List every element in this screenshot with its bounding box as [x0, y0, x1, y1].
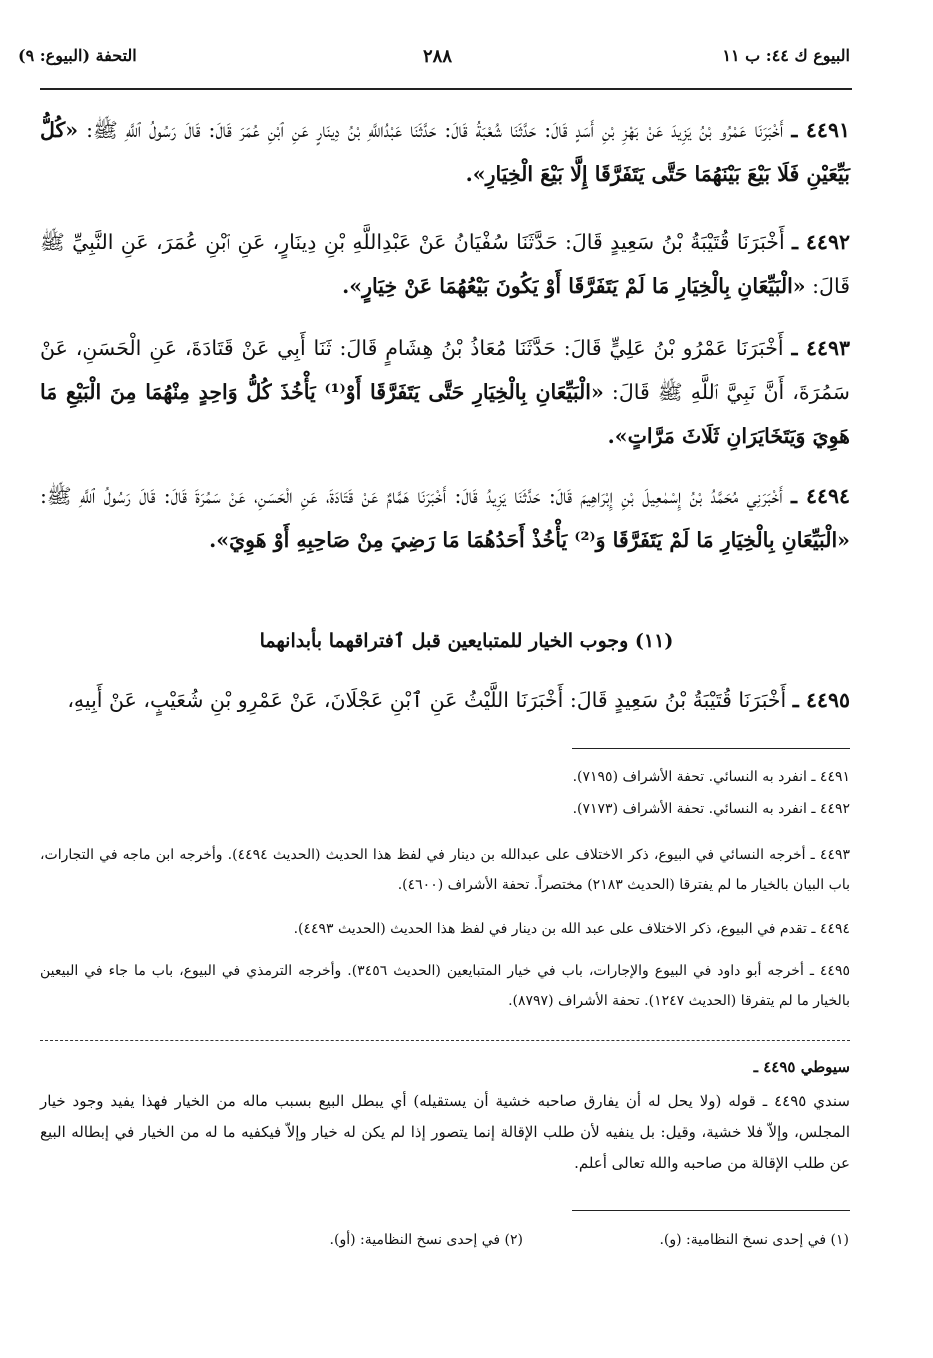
- hadith-chain: أَخْبَرَنَا عَمْرُو بْنُ عَلِيٍّ قَالَ: حَدَّثَنَا مُعَاذُ بْنُ هِشَامٍ قَالَ: ثَنَا أَبِي عَنْ قَتَادَةَ، عَنِ الْحَسَنِ، عَنْ سَمُرَةَ، أَنَّ نَبِيَّ ٱللَّهِ ﷺ قَالَ:: [40, 336, 850, 404]
- version-notes-rule: [572, 1210, 850, 1211]
- sindi-commentary: سندي ٤٤٩٥ ـ قوله (ولا يحل له أن يفارق صاحبه خشية أن يستقيله) أي يبطل البيع بسبب ماله من الخيار فهذا يفيد وجود خيار المجلس، وإلاّ فلا خشية، وقيل: بل ينفيه لأن طلب الإقالة إنما يتصور إذا لم يكن له خيار وإلاّ فيكفيه ما له من الخيار في إبطاله البيع عن طلب الإقالة من صاحبه والله تعالى أعلم.: [40, 1092, 851, 1172]
- hadith-4493: [40, 326, 850, 458]
- header-tuhfa-ref: التحفة (البيوع: ٩): [18, 46, 137, 65]
- footnote-rule: [572, 748, 850, 749]
- hadith-4494: [40, 474, 850, 562]
- hadith-chain: أَخْبَرَنَا عَمْرُو بْنُ يَزِيدَ عَنْ بَهْزِ بْنِ أَسَدٍ قَالَ: حَدَّثَنَا شُعْبَةُ قَالَ: حَدَّثَنَا عَبْدُاللَّهِ بْنُ دِينَارٍ عَنِ ٱبْنِ عُمَرَ قَالَ: قَالَ رَسُولُ ٱللَّهِ ﷺ:: [86, 118, 784, 142]
- hadith-number: ٤٤٩٥ ـ: [792, 688, 850, 712]
- version-note-1: (١) في إحدى نسخ النظامية: (و).: [659, 1232, 849, 1248]
- hadith-chain: أَخْبَرَنَا قُتَيْبَةُ بْنُ سَعِيدٍ قَالَ: حَدَّثَنَا سُفْيَانُ عَنْ عَبْدِاللَّهِ بْنِ دِينَارٍ، عَنِ ٱبْنِ عُمَرَ، عَنِ النَّبِيِّ ﷺ قَالَ:: [40, 230, 850, 298]
- hadith-matn: «الْبَيِّعَانِ بِالْخِيَارِ مَا لَمْ يَتَفَرَّقَا وَ⁽²⁾ يَأْخُذْ أَحَدُهُمَا مَا رَضِيَ مِنْ صَاحِبِهِ أَوْ هَوِيَ».: [209, 528, 850, 552]
- chapter-heading: (١١) وجوب الخيار للمتبايعين قبل ٱفتراقهما بأبدانهما: [259, 630, 674, 652]
- hadith-matn: «كُلُّ بَيِّعَيْنِ فَلَا بَيْعَ بَيْنَهُمَا حَتَّى يَتَفَرَّقَا إِلَّا بَيْعَ الْخِيَارِ».: [40, 118, 850, 186]
- hadith-matn: «الْبَيِّعَانِ بِالْخِيَارِ مَا لَمْ يَتَفَرَّقَا أَوْ يَكُونَ بَيْعُهُمَا عَنْ خِيَارٍ».: [342, 274, 806, 298]
- header-rule: [40, 88, 852, 90]
- hadith-number: ٤٤٩١ ـ: [791, 118, 850, 142]
- hadith-4495: [40, 678, 850, 722]
- hadith-number: ٤٤٩٢ ـ: [791, 230, 850, 254]
- page-number: ٢٨٨: [423, 46, 453, 67]
- commentary-divider: [40, 1040, 850, 1041]
- hadith-chain: أَخْبَرَنِي مُحَمَّدُ بْنُ إِسْمٰعِيلَ بْنِ إِبْرَاهِيمَ قَالَ: حَدَّثَنَا يَزِيدُ قَالَ: أَخْبَرَنَا هَمَّامٌ عَنْ قَتَادَةَ، عَنِ الْحَسَنِ، عَنْ سَمُرَةَ قَالَ: قَالَ رَسُولُ ٱللَّهِ ﷺ:: [40, 484, 783, 508]
- hadith-number: ٤٤٩٤ ـ: [791, 484, 850, 508]
- footnote-4491: ٤٤٩١ ـ انفرد به النسائي. تحفة الأشراف (٧١٩٥).: [572, 769, 850, 785]
- hadith-4491: [40, 108, 850, 196]
- suyuti-commentary: سيوطي ٤٤٩٥ ـ: [753, 1058, 850, 1076]
- version-note-2: (٢) في إحدى نسخ النظامية: (أو).: [329, 1232, 523, 1248]
- footnote-4492: ٤٤٩٢ ـ انفرد به النسائي. تحفة الأشراف (٧١٧٣).: [572, 801, 850, 817]
- footnote-4495: ٤٤٩٥ ـ أخرجه أبو داود في البيوع والإجارات، باب في خيار المتبايعين (الحديث ٣٤٥٦). وأخرجه الترمذي في البيوع، باب ما جاء في البيعين بالخيار ما لم يتفرقا (الحديث ١٢٤٧). تحفة الأشراف (٨٧٩٧).: [40, 963, 850, 1009]
- header-section-ref: البيوع ك ٤٤: ب ١١: [722, 46, 850, 65]
- hadith-number: ٤٤٩٣ ـ: [791, 336, 850, 360]
- hadith-4492: [40, 220, 850, 308]
- hadith-chain: أَخْبَرَنَا قُتَيْبَةُ بْنُ سَعِيدٍ قَالَ: أَخْبَرَنَا اللَّيْثُ عَنِ ٱبْنِ عَجْلَانَ، عَنْ عَمْرِو بْنِ شُعَيْبٍ، عَنْ أَبِيهِ،: [67, 688, 787, 712]
- footnote-4494: ٤٤٩٤ ـ تقدم في البيوع، ذكر الاختلاف على عبد الله بن دينار في لفظ هذا الحديث (الحديث ٤٤٩٣).: [293, 921, 850, 937]
- footnote-4493: ٤٤٩٣ ـ أخرجه النسائي في البيوع، ذكر الاختلاف على عبدالله بن دينار في لفظ هذا الحديث (الحديث ٤٤٩٤). وأخرجه ابن ماجه في التجارات، باب البيان بالخيار ما لم يفترقا (الحديث ٢١٨٣) مختصراً. تحفة الأشراف (٤٦٠٠).: [40, 847, 850, 893]
- hadith-matn: «الْبَيِّعَانِ بِالْخِيَارِ حَتَّى يَتَفَرَّقَا أَوْ⁽¹⁾ يَأْخُذَ كُلُّ وَاحِدٍ مِنْهُمَا مِنَ الْبَيْعِ مَا هَوِيَ وَيَتَخَايَرَانِ ثَلَاثَ مَرَّاتٍ».: [40, 380, 850, 448]
